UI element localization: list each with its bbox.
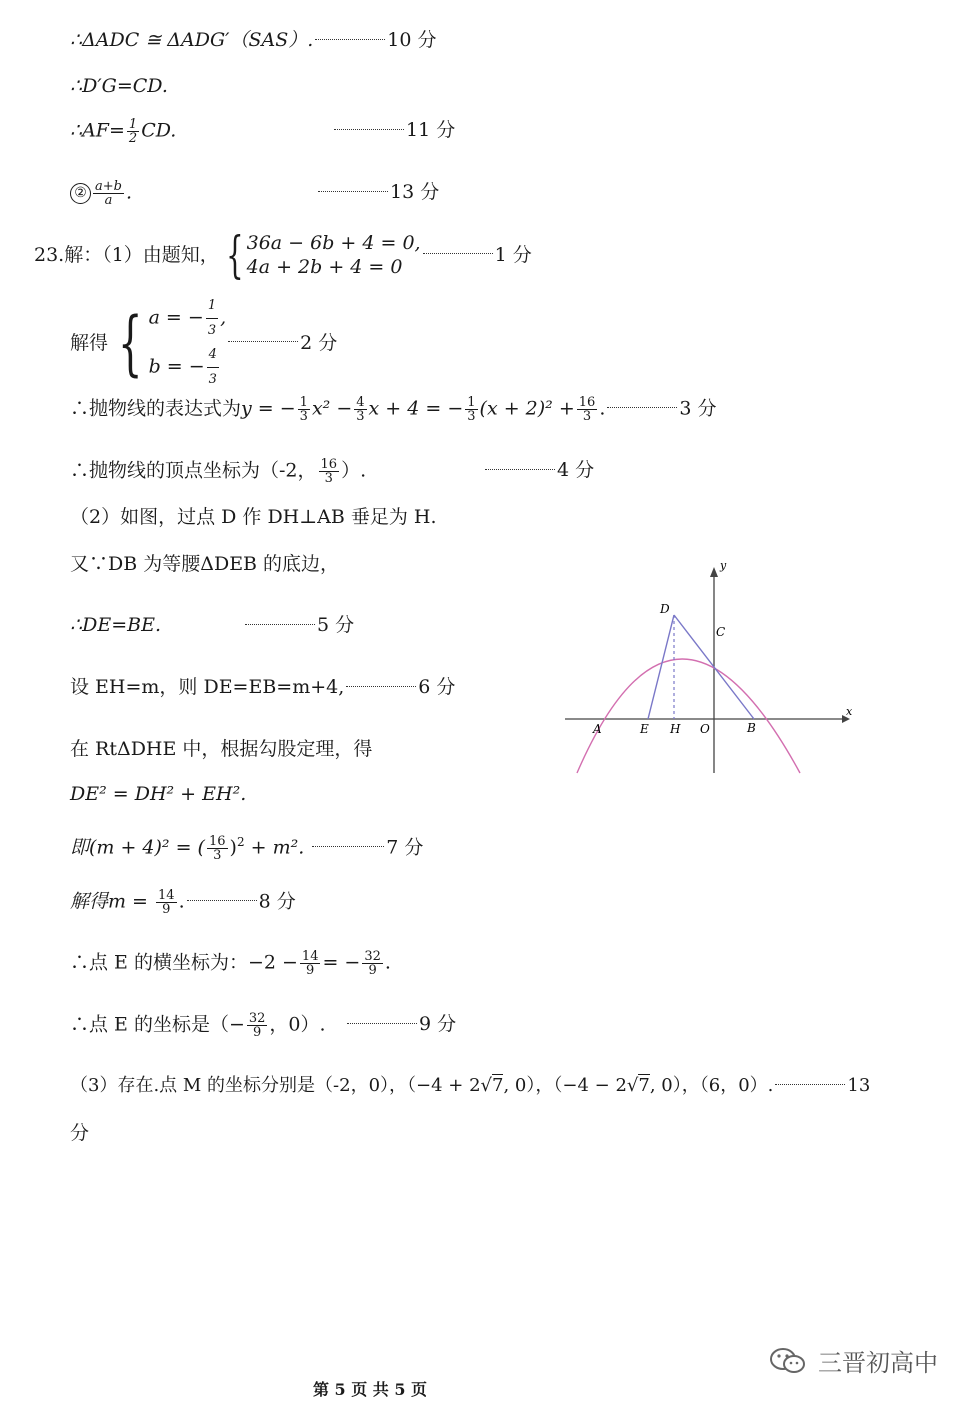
line-16: 解得m = $\frac{14}{9}$ . 8 分: [70, 888, 296, 917]
score-line-18: [345, 1012, 456, 1036]
score: 11 分: [406, 119, 456, 141]
page-footer: 第 5 页 共 5 页: [312, 1380, 428, 1399]
line-10: [70, 552, 339, 576]
dots: [485, 469, 555, 470]
text: 又∵DB 为等腰ΔDEB 的底边，: [70, 553, 340, 575]
score: 10 分: [387, 29, 437, 51]
score-line-11: [243, 613, 354, 637]
dots: [346, 686, 416, 687]
label-B: B: [747, 721, 756, 735]
line-11: [70, 613, 161, 637]
text: 在 RtΔDHE 中，根据勾股定理，得: [70, 738, 373, 760]
line-17: ∴点 E 的横坐标为：−2 − $\frac{14}{9}$ = − $\frac{32}{9}$ .: [70, 949, 391, 978]
text: （2）如图，过点 D 作 DH⊥AB 垂足为 H.: [70, 506, 437, 528]
text: ∴抛物线的顶点坐标为（-2，: [70, 459, 317, 482]
label-D: D: [660, 602, 670, 616]
dots: [775, 1084, 845, 1085]
line-6: [70, 294, 337, 392]
dots: [312, 846, 384, 847]
line-3: [70, 118, 176, 145]
label-A: A: [593, 722, 602, 736]
equation-system: { 36a − 6b + 4 = 0, 4a + 2b + 4 = 0: [225, 226, 421, 284]
text: 解得: [70, 332, 109, 354]
dots: [423, 253, 493, 254]
text: ∴抛物线的表达式为: [70, 397, 242, 420]
score: 8 分: [258, 890, 296, 913]
label-E: E: [640, 722, 649, 736]
label-y: y: [720, 559, 727, 572]
line-2: [70, 74, 168, 98]
line-8: ∴抛物线的顶点坐标为（-2， $\frac{16}{3}$ ）.: [70, 457, 367, 486]
line-20: [70, 1121, 89, 1145]
dots: [347, 1023, 417, 1024]
score: 1 分: [494, 244, 532, 266]
dots: [245, 624, 315, 625]
dots: [318, 191, 388, 192]
line-5: [34, 226, 532, 284]
text: ∴AF=: [70, 119, 125, 142]
text: ∴DE=BE.: [70, 614, 161, 636]
label-x: x: [846, 705, 853, 718]
score: 7 分: [386, 836, 424, 859]
score: 9 分: [419, 1013, 457, 1035]
score: 6 分: [418, 676, 456, 698]
fraction: $\frac{a+b}{a}$: [95, 179, 122, 208]
line-12: [70, 675, 455, 699]
text: 23.解：（1）由题知，: [34, 244, 219, 266]
score-line-3: [332, 118, 455, 142]
line-19: （3）存在.点 M 的坐标分别是（-2，0），（−4 + 2√7, 0），（−4 − 2√7, 0），（6，0）. 13: [70, 1075, 871, 1096]
text: 设 EH=m，则 DE=EB=m+4,: [70, 676, 345, 698]
line-18: ∴点 E 的坐标是（− $\frac{32}{9}$ ，0）.: [70, 1011, 326, 1040]
dots: [607, 407, 677, 408]
label-C: C: [716, 625, 726, 639]
solution-system: { a = − $\frac{1}{3}$ , b = − $\frac{4}{3}$: [108, 294, 226, 392]
label-O: O: [700, 722, 710, 736]
score: 13 分: [390, 181, 440, 203]
score: 3 分: [679, 397, 717, 420]
line-15: 即(m + 4)² = ( $\frac{16}{3}$ )$^2$ + m². 7 分: [70, 833, 424, 863]
dots: [334, 129, 404, 130]
text: CD.: [141, 119, 177, 142]
line-7: ∴抛物线的表达式为y = − $\frac{1}{3}$ x² − $\frac{4}{3}$ x + 4 = − $\frac{1}{3}$ (x + 2)² + $\frac{16}{3}$ . 3 分: [70, 395, 717, 424]
line-14: [70, 782, 246, 806]
score: 2 分: [300, 332, 338, 354]
fraction: $\frac{1}{2}$: [128, 117, 138, 146]
circled-number: ②: [70, 183, 91, 204]
wechat-icon: [768, 1346, 808, 1376]
text: ∴D′G=CD.: [70, 75, 168, 97]
score: 13: [847, 1075, 871, 1096]
score-line-8: [483, 458, 594, 482]
score: 5 分: [317, 614, 355, 636]
text: DE² = DH² + EH².: [70, 783, 247, 805]
y-axis-arrow: [710, 567, 718, 577]
line-4: ② $\frac{a+b}{a}$ .: [70, 180, 132, 207]
text: 分: [70, 1122, 90, 1144]
line-13: [70, 737, 372, 761]
dots: [187, 900, 257, 901]
dots: [228, 341, 298, 342]
line-9: [70, 505, 436, 529]
parabola-figure: [560, 555, 860, 780]
parabola-curve: [577, 659, 800, 773]
score: 4 分: [557, 459, 595, 481]
label-H: H: [670, 722, 681, 736]
text: ∴ΔADC ≅ ΔADG′（SAS）.: [70, 29, 314, 51]
dots: [315, 39, 385, 40]
watermark: [768, 1343, 938, 1378]
watermark-text: 三晋初高中: [818, 1349, 938, 1377]
score-line-4: [316, 180, 439, 204]
line-1: [70, 28, 436, 52]
